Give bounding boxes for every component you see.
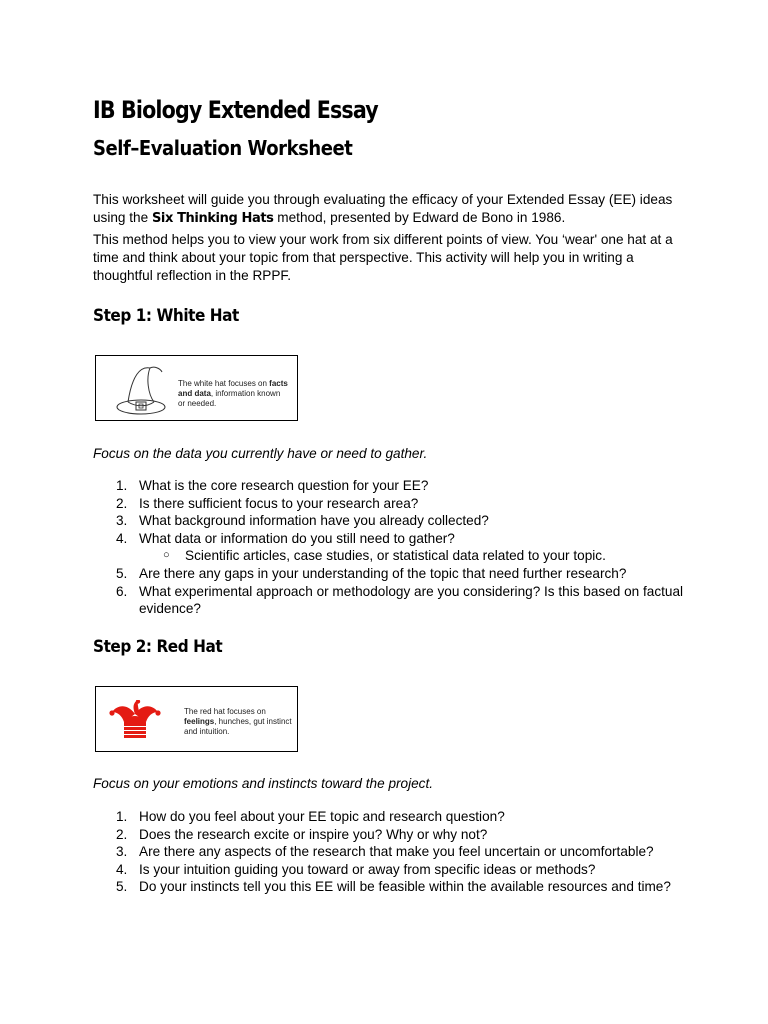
red-hat-description — [184, 707, 294, 737]
list-item — [116, 878, 684, 896]
list-number: 3. — [116, 844, 128, 860]
step-1-heading: Step 1: White Hat — [93, 306, 239, 326]
list-number: 5. — [116, 879, 128, 895]
circle-bullet-icon: ○ — [163, 549, 170, 562]
list-number: 2. — [116, 495, 128, 511]
question-text: What background information have you already collected? — [139, 513, 489, 529]
list-number: 5. — [116, 565, 128, 581]
sub-item-text: Scientific articles, case studies, or statistical data related to your topic. — [185, 548, 606, 564]
list-number: 4. — [116, 530, 128, 546]
list-number: 1. — [116, 478, 128, 493]
hat-desc-text: The red hat focuses on — [184, 707, 266, 716]
intro-text-part: This worksheet will guide you through evaluating the efficacy of your Extended Essay (EE) ideas using the — [93, 192, 673, 225]
question-text: What data or information do you still need to gather? — [139, 530, 455, 546]
list-item — [116, 826, 684, 844]
list-item — [116, 583, 684, 618]
list-item — [116, 843, 684, 861]
page-subtitle: Self–Evaluation Worksheet — [93, 136, 353, 160]
question-text: Is your intuition guiding you toward or away from specific ideas or methods? — [139, 861, 596, 877]
list-number: 3. — [116, 513, 128, 529]
list-item — [116, 530, 684, 565]
list-number: 6. — [116, 583, 128, 599]
list-number: 1. — [116, 809, 128, 824]
list-item — [116, 512, 684, 530]
question-text: Do your instincts tell you this EE will be feasible within the available resources and time? — [139, 879, 671, 895]
hat-desc-text: The white hat focuses on — [178, 379, 270, 388]
sub-list-item — [163, 547, 684, 565]
step-1-focus: Focus on the data you currently have or need to gather. — [93, 446, 428, 461]
intro-text-part: method, presented by Edward de Bono in 1986. — [273, 210, 566, 225]
intro-paragraph-1 — [93, 191, 683, 228]
page-title: IB Biology Extended Essay — [93, 96, 378, 124]
question-text: Does the research excite or inspire you? Why or why not? — [139, 826, 488, 842]
question-text: What is the core research question for your EE? — [139, 478, 429, 493]
hat-desc-text: , information known or needed. — [178, 389, 281, 408]
intro-text — [93, 191, 683, 285]
step-2-question-list — [116, 808, 684, 896]
white-hat-description — [178, 379, 288, 409]
sub-list — [139, 547, 684, 565]
list-number: 2. — [116, 826, 128, 842]
question-text: Are there any aspects of the research that make you feel uncertain or uncomfortable? — [139, 844, 654, 860]
list-item — [116, 477, 684, 495]
hat-desc-bold: facts and data — [178, 379, 288, 398]
list-item — [116, 808, 684, 826]
hat-desc-bold: feelings — [184, 717, 215, 726]
question-text: What experimental approach or methodology are you considering? Is this based on factual evidence? — [139, 583, 684, 617]
hat-desc-text: , hunches, gut instinct and intuition. — [184, 717, 292, 736]
question-text: Is there sufficient focus to your research area? — [139, 495, 419, 511]
intro-paragraph-2: This method helps you to view your work from six different points of view. You ‘wear' one hat at a time and think about your topic from that perspective. This activity will help you in writing a thoughtful reflection in the RPPF. — [93, 232, 673, 283]
list-item — [116, 861, 684, 879]
list-item — [116, 565, 684, 583]
white-hat-card — [95, 355, 298, 421]
step-1-question-list — [116, 477, 684, 618]
step-2-focus: Focus on your emotions and instincts toward the project. — [93, 776, 434, 791]
red-hat-card — [95, 686, 298, 752]
question-text: Are there any gaps in your understanding of the topic that need further research? — [139, 565, 627, 581]
method-name: Six Thinking Hats — [151, 211, 274, 226]
red-jester-hat-icon — [108, 700, 162, 740]
list-number: 4. — [116, 861, 128, 877]
list-item — [116, 495, 684, 513]
question-text: How do you feel about your EE topic and research question? — [139, 809, 505, 824]
white-wizard-hat-icon — [114, 360, 170, 418]
step-2-heading: Step 2: Red Hat — [93, 637, 223, 657]
